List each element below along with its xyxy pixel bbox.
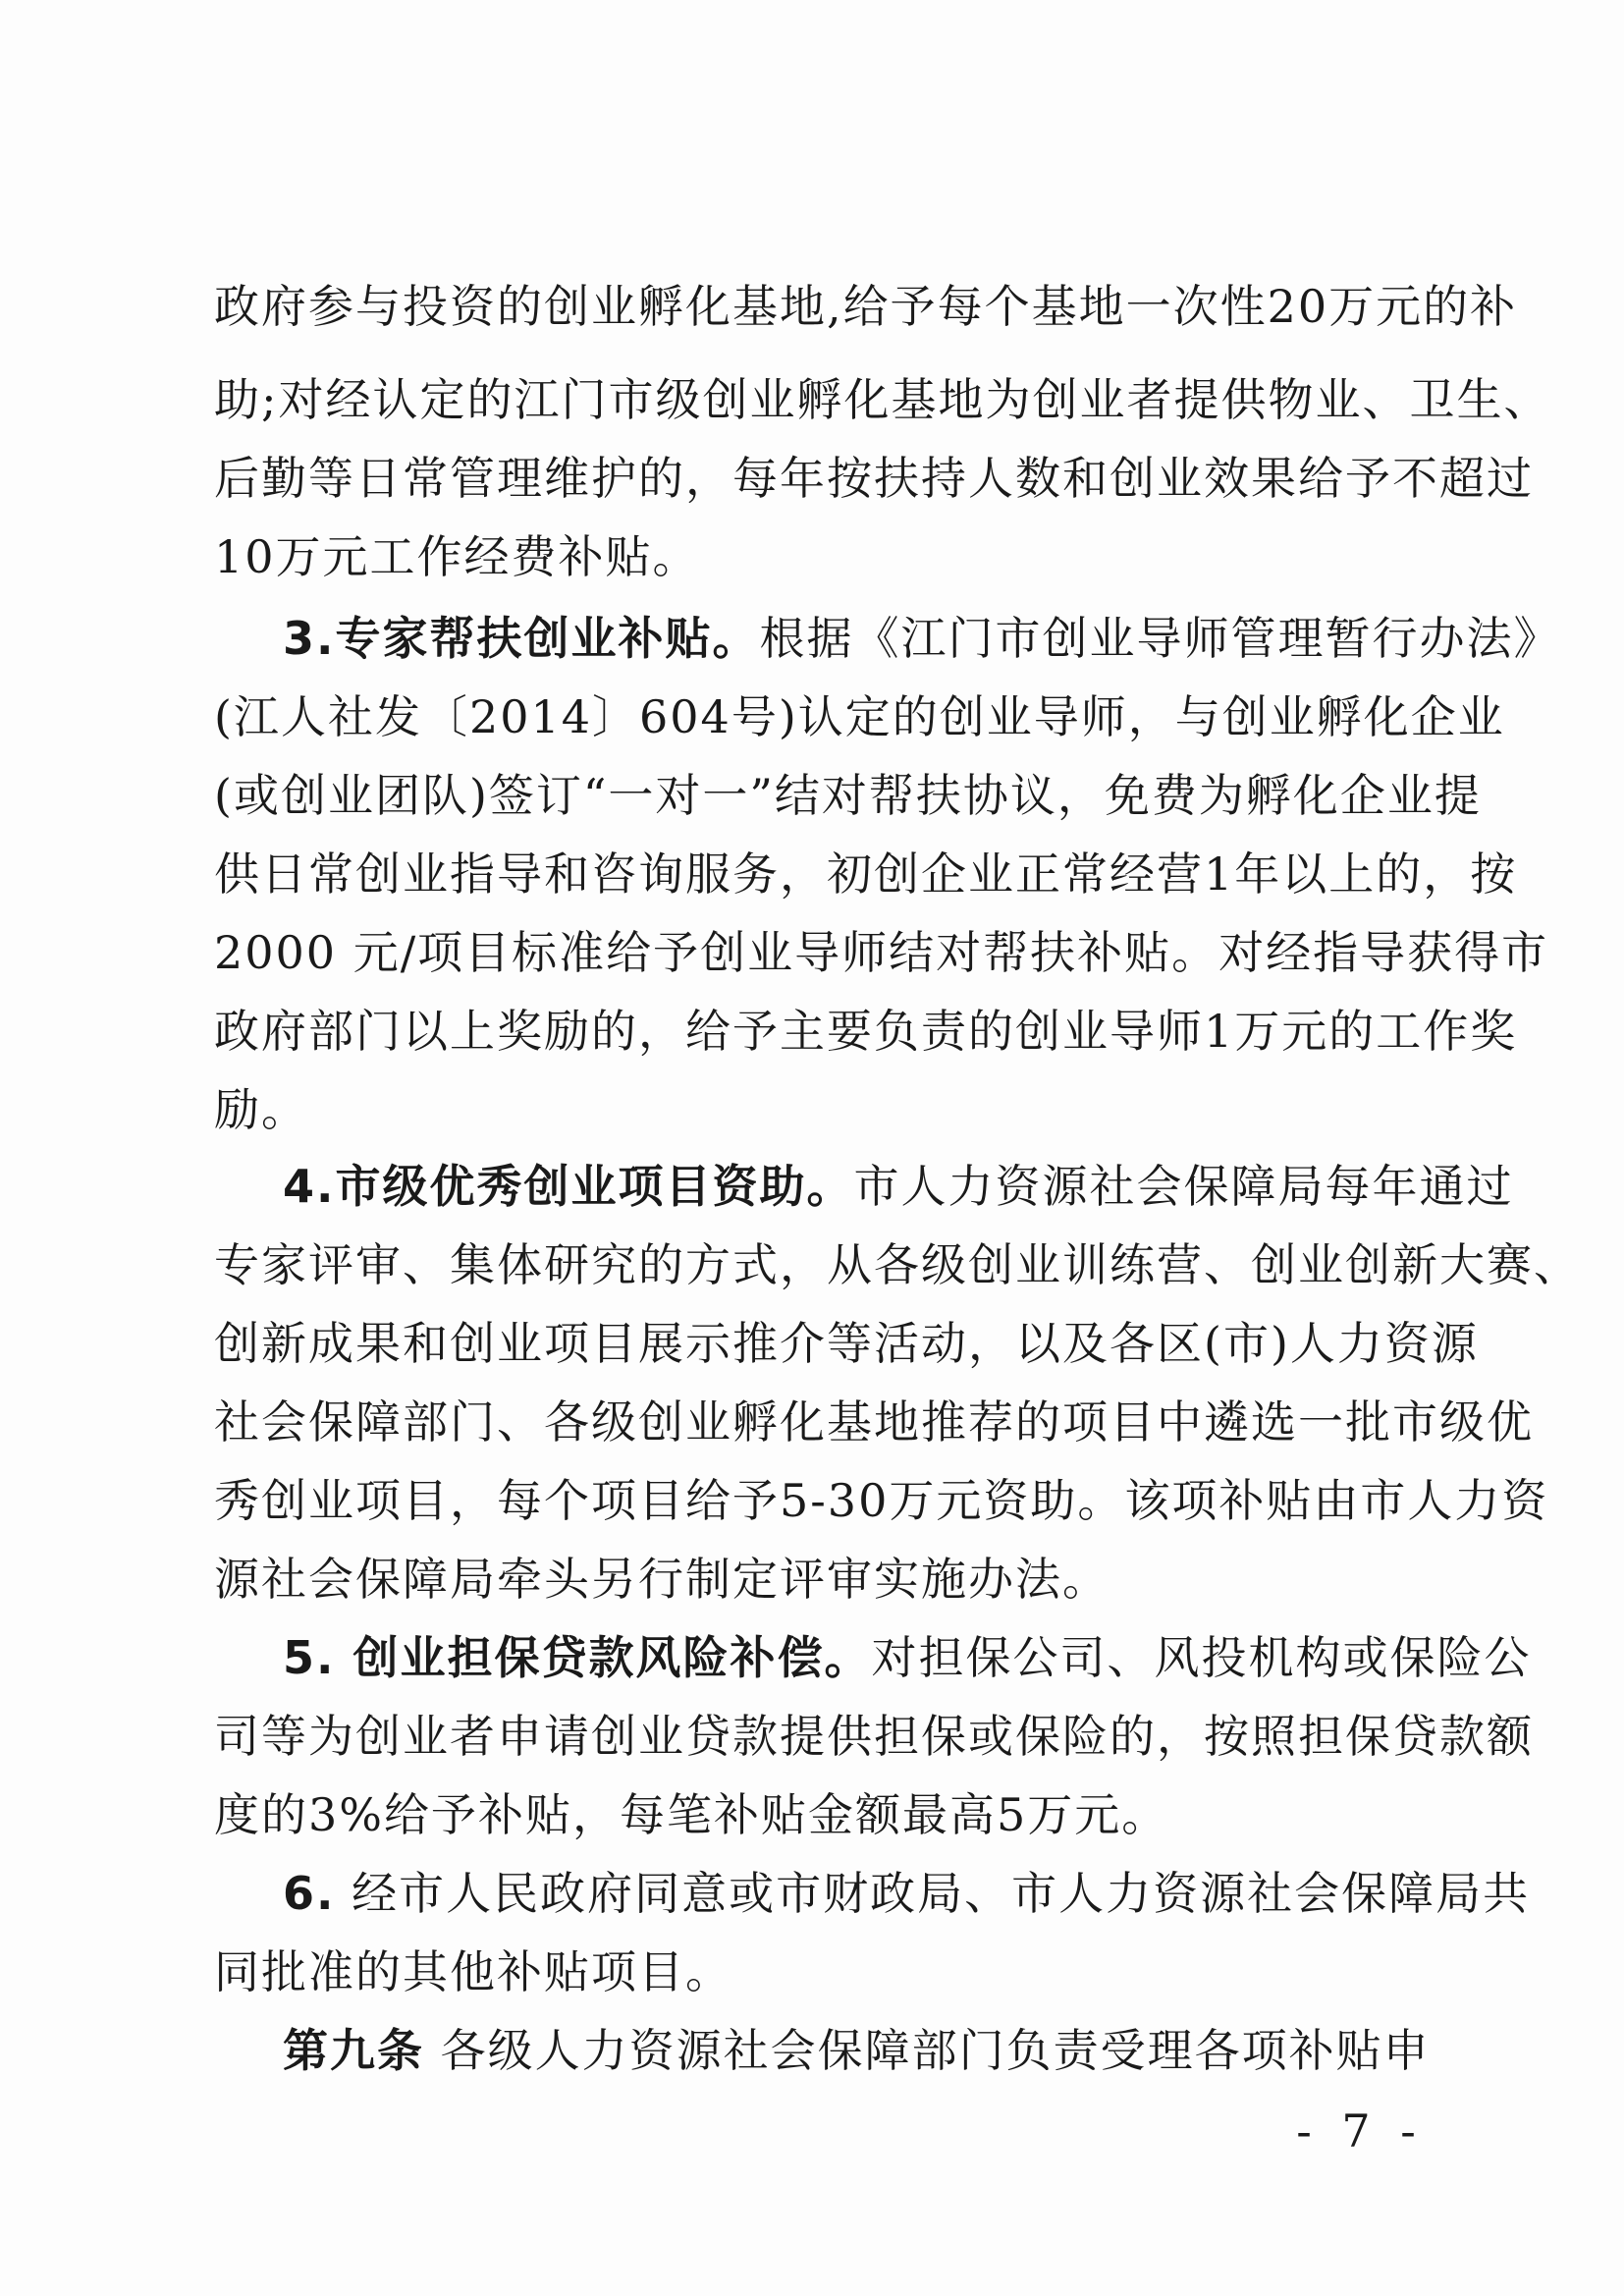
page-number: - 7 -: [1296, 2105, 1424, 2158]
text-line: 供日常创业指导和咨询服务，初创企业正常经营1年以上的，按: [214, 847, 1518, 901]
article-9-first-line: [283, 2011, 1431, 2090]
text-line: 10万元工作经费补贴。: [214, 530, 700, 583]
text-span: 各级人力资源社会保障部门负责受理各项补贴申: [440, 2024, 1431, 2077]
paragraph-3-first-line: [283, 599, 1561, 678]
text-line: 政府部门以上奖励的，给予主要负责的创业导师1万元的工作奖: [214, 1005, 1518, 1058]
paragraph-6-first-line: [283, 1854, 1531, 1933]
text-line: 司等为创业者申请创业贷款提供担保或保险的，按照担保贷款额: [214, 1710, 1534, 1763]
text-line: (或创业团队)签订“一对一”结对帮扶协议，免费为孵化企业提: [214, 769, 1482, 822]
text-line: (江人社发〔2014〕604号)认定的创业导师，与创业孵化企业: [214, 690, 1505, 743]
section-heading-3: 3.专家帮扶创业补贴。: [283, 612, 760, 665]
section-heading-5: 5. 创业担保贷款风险补偿。: [283, 1631, 872, 1684]
text-line: 助;对经认定的江门市级创业孵化基地为创业者提供物业、卫生、: [214, 373, 1551, 426]
text-line: 社会保障部门、各级创业孵化基地推荐的项目中遴选一批市级优: [214, 1395, 1534, 1449]
text-span: 市人力资源社会保障局每年通过: [853, 1160, 1514, 1213]
text-line: 源社会保障局牵头另行制定评审实施办法。: [214, 1553, 1110, 1606]
text-line: 度的3%给予补贴，每笔补贴金额最高5万元。: [214, 1788, 1169, 1841]
text-line: 后勤等日常管理维护的，每年按扶持人数和创业效果给予不超过: [214, 452, 1534, 505]
section-heading-6: 6.: [283, 1867, 336, 1920]
text-span: 对担保公司、风投机构或保险公: [871, 1631, 1532, 1684]
paragraph-4-first-line: [283, 1147, 1514, 1226]
text-line: 秀创业项目，每个项目给予5-30万元资助。该项补贴由市人力资: [214, 1474, 1549, 1527]
paragraph-5-first-line: [283, 1618, 1532, 1697]
section-heading-4: 4.市级优秀创业项目资助。: [283, 1160, 854, 1213]
text-line: 励。: [214, 1083, 308, 1136]
text-span: 根据《江门市创业导师管理暂行办法》: [759, 612, 1561, 665]
article-heading: 第九条: [283, 2024, 424, 2077]
text-line: 2000 元/项目标准给予创业导师结对帮扶补贴。对经指导获得市: [214, 926, 1549, 979]
text-line: 创新成果和创业项目展示推介等活动，以及各区(市)人力资源: [214, 1317, 1479, 1370]
text-line: 专家评审、集体研究的方式，从各级创业训练营、创业创新大赛、: [214, 1238, 1581, 1291]
text-line: 同批准的其他补贴项目。: [214, 1945, 732, 1998]
text-span: 经市人民政府同意或市财政局、市人力资源社会保障局共: [352, 1867, 1531, 1920]
text-line: 政府参与投资的创业孵化基地,给予每个基地一次性20万元的补: [214, 280, 1518, 333]
